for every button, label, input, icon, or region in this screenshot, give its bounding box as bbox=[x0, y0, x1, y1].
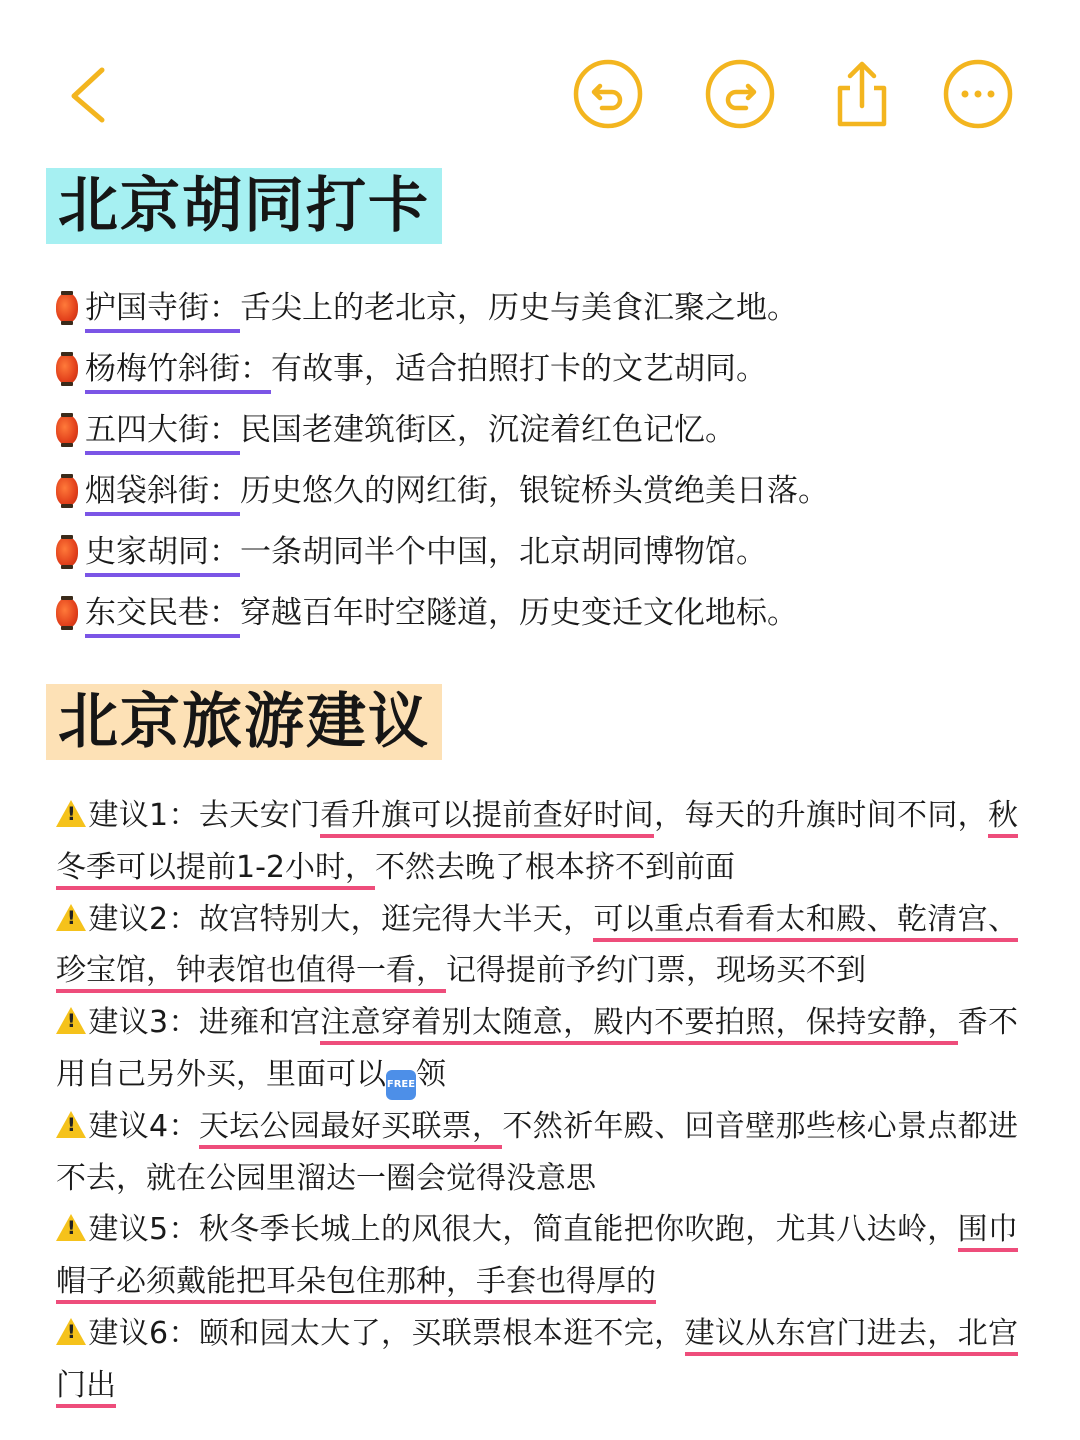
tip-highlight: 围巾帽子必须戴能把耳朵包住那种，手套也得厚的 bbox=[56, 1212, 1018, 1304]
tip-label: 建议6： bbox=[88, 1315, 199, 1351]
tip-highlight: 注意穿着别太随意，殿内不要拍照，保持安静， bbox=[320, 1005, 957, 1045]
warning-icon bbox=[56, 1214, 86, 1241]
spot-desc: 舌尖上的老北京，历史与美食汇聚之地。 bbox=[240, 290, 798, 326]
section-title-tips: 北京旅游建议 bbox=[46, 684, 442, 760]
list-item bbox=[56, 463, 1036, 524]
warning-icon bbox=[56, 1111, 86, 1138]
top-toolbar bbox=[0, 0, 1080, 150]
back-button[interactable] bbox=[56, 58, 128, 130]
more-icon bbox=[942, 58, 1014, 130]
tip-highlight: 建议从东宫门进去，北宫门出 bbox=[56, 1316, 1018, 1408]
spot-desc: 历史悠久的网红街，银锭桥头赏绝美日落。 bbox=[240, 473, 829, 509]
tip-highlight: 可以重点看看太和殿、乾清宫、珍宝馆，钟表馆也值得一看， bbox=[56, 902, 1018, 994]
spot-desc: 有故事，适合拍照打卡的文艺胡同。 bbox=[271, 351, 767, 387]
lantern-icon bbox=[56, 293, 78, 323]
list-item bbox=[56, 524, 1036, 585]
tip-text: 香不用自己另外买，里面可以 bbox=[56, 1005, 1019, 1092]
tip-text: 记得提前予约门票，现场买不到 bbox=[446, 953, 866, 989]
tip-text: 秋冬季长城上的风很大，简直能把你吹跑，尤其八达岭， bbox=[198, 1212, 958, 1248]
list-item bbox=[56, 402, 1036, 463]
warning-icon bbox=[56, 800, 86, 827]
lantern-icon bbox=[56, 476, 78, 506]
spot-name: 护国寺街： bbox=[85, 287, 240, 333]
spot-desc: 穿越百年时空隧道，历史变迁文化地标。 bbox=[240, 595, 798, 631]
warning-icon bbox=[56, 904, 86, 931]
tip-highlight: 秋冬季可以提前1-2小时， bbox=[56, 798, 1018, 890]
tip-item bbox=[56, 997, 1018, 1101]
spot-desc: 一条胡同半个中国，北京胡同博物馆。 bbox=[240, 534, 767, 570]
spot-name: 五四大街： bbox=[85, 409, 240, 455]
free-icon: FREE bbox=[386, 1070, 416, 1100]
share-icon bbox=[826, 58, 898, 130]
more-button[interactable] bbox=[942, 58, 1014, 130]
tip-highlight: 看升旗可以提前查好时间 bbox=[320, 798, 654, 838]
tip-text: 不然祈年殿、回音壁那些核心景点都进不去，就在公园里溜达一圈会觉得没意思 bbox=[56, 1108, 1019, 1196]
tip-label: 建议1： bbox=[88, 798, 199, 833]
tip-text: 进雍和宫 bbox=[198, 1005, 321, 1041]
list-item bbox=[56, 585, 1036, 646]
tip-text: 故宫特别大，逛完得大半天， bbox=[198, 901, 594, 937]
tip-label: 建议4： bbox=[88, 1108, 199, 1144]
warning-icon bbox=[56, 1318, 86, 1345]
tip-item bbox=[56, 894, 1018, 998]
spot-name: 史家胡同： bbox=[85, 531, 240, 577]
spot-name: 东交民巷： bbox=[85, 592, 240, 638]
section-title-hutong: 北京胡同打卡 bbox=[46, 168, 442, 244]
lantern-icon bbox=[56, 354, 78, 384]
share-button[interactable] bbox=[826, 58, 898, 130]
list-item bbox=[56, 280, 1036, 341]
lantern-icon bbox=[56, 598, 78, 628]
tip-item bbox=[56, 1204, 1018, 1308]
tip-text: 颐和园太大了，买联票根本逛不完， bbox=[198, 1315, 685, 1351]
tip-item bbox=[56, 1308, 1018, 1412]
redo-icon bbox=[704, 58, 776, 130]
tip-label: 建议2： bbox=[88, 901, 199, 937]
undo-icon bbox=[572, 58, 644, 130]
lantern-icon bbox=[56, 415, 78, 445]
undo-button[interactable] bbox=[572, 58, 644, 130]
tips-list bbox=[56, 790, 1018, 1412]
spot-desc: 民国老建筑街区，沉淀着红色记忆。 bbox=[240, 412, 736, 448]
spot-name: 烟袋斜街： bbox=[85, 470, 240, 516]
tip-item bbox=[56, 1101, 1018, 1205]
tip-text: 领 bbox=[416, 1056, 446, 1092]
tip-item bbox=[56, 790, 1018, 894]
spot-name: 杨梅竹斜街： bbox=[85, 348, 271, 394]
redo-button[interactable] bbox=[704, 58, 776, 130]
list-item bbox=[56, 341, 1036, 402]
tip-label: 建议5： bbox=[88, 1212, 199, 1248]
lantern-icon bbox=[56, 537, 78, 567]
tip-text: 去天安门 bbox=[198, 798, 321, 833]
tip-label: 建议3： bbox=[88, 1005, 199, 1041]
tip-text: ，每天的升旗时间不同， bbox=[654, 798, 989, 833]
warning-icon bbox=[56, 1007, 86, 1034]
tip-text: 不然去晚了根本挤不到前面 bbox=[375, 849, 735, 885]
tip-highlight: 天坛公园最好买联票， bbox=[199, 1109, 503, 1149]
hutong-list bbox=[56, 280, 1036, 646]
back-icon bbox=[56, 58, 128, 130]
